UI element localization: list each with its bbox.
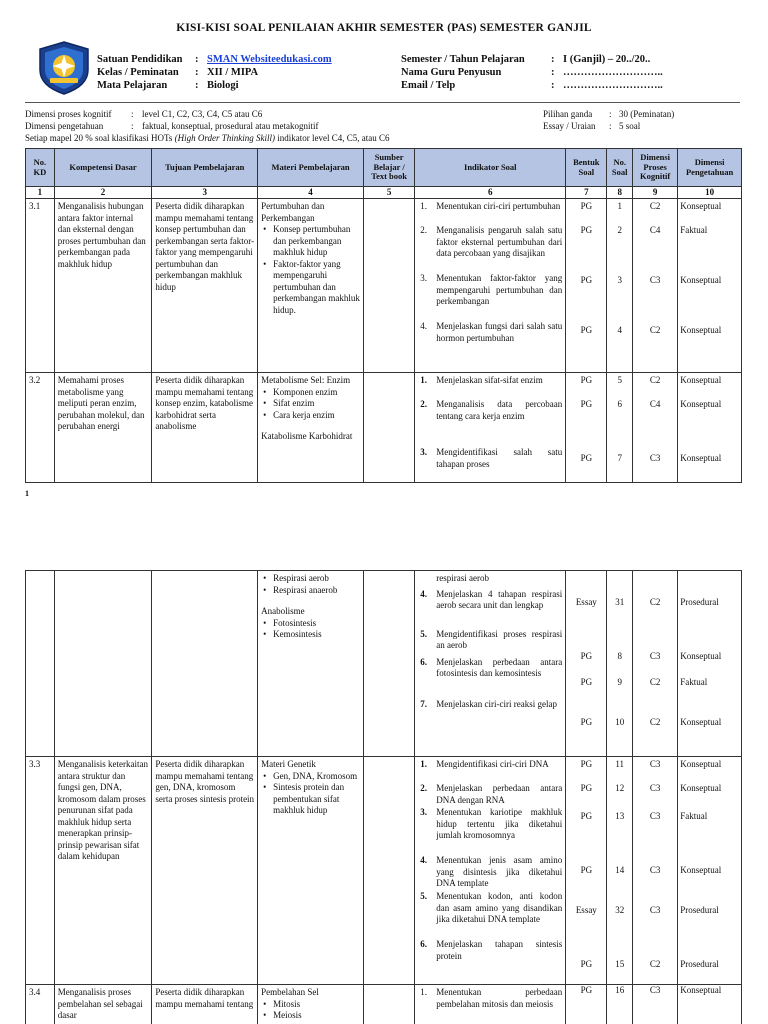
list-item: 3. Menentukan faktor-faktor yang mempengaruhi pertumbuhan dan perkembangan	[420, 273, 563, 307]
col-header-pengetahuan: Dimensi Pengetahuan	[678, 149, 742, 187]
list-item: 4. Menentukan jenis asam amino yang disintesis jika diketahui DNA template	[420, 855, 563, 889]
list-item: • Konsep pertumbuhan dan perkembangan makhluk hidup	[261, 224, 360, 259]
list-item: • Sintesis protein dan pembentukan sifat makhluk hidup	[261, 782, 360, 817]
list-item: 7. Menjelaskan ciri-ciri reaksi gelap	[420, 698, 557, 709]
list-item: 2. Menganalisis data percobaan tentang cara kerja enzim	[420, 399, 563, 421]
table-row-kd-3-3: 3.3 Menganalisis keterkaitan antara struktur dan fungsi gen, DNA, kromosom dalam proses penurunan sifat pada makhluk hidup serta menerapkan prinsip-prinsip pewarisan sifat dalam kehidupan Peserta didik diharapkan mampu memahami tentang gen, DNA, kromosom serta proses sintesis protein Materi Genetik • Gen, DNA, Kromosom • Sintesis protein dan pembentukan sifat makhluk hidup 1. Mengidentifikasi ciri-ciri DNA 2. Menjelaskan perbedaan antara DNA dengan RNA 3. Menentukan kariotipe makhluk hidup tertentu jika diketahui jumlah kromosomnya 4. Menentukan jenis asam amino yang disintesis jika diketahui DNA template 5. Menentukan kodon, anti kodon dan asam amino yang disandikan jika diketahui DNA template 6. Menjelaskan tahapan sintesis protein PG PG PG PG Essay PG 11 12 13 14 32 15 C3 C3 C3 C3 C3 C2 Konseptual Konseptual Faktual Konseptual Prosedural Prosedural	[26, 757, 742, 985]
list-item: 1. Menentukan perbedaan pembelahan mitosis dan meiosis	[420, 987, 563, 1009]
meta-hots: Setiap mapel 20 % soal klasifikasi HOTs (High Order Thinking Skill) indikator level C4, C5, atau C6	[25, 133, 390, 143]
kisi-kisi-table-page-2	[25, 570, 742, 1024]
table-row-kd-3-4: 3.4 Menganalisis proses pembelahan sel sebagai dasar Peserta didik diharapkan mampu memahami tentang Pembelahan Sel • Mitosis • Meiosis 1. Menentukan perbedaan pembelahan mitosis dan meiosis PG 16 C3 Konseptual	[26, 985, 742, 1024]
list-item: 2. Menganalisis pengaruh salah satu faktor eksternal pertumbuhan dari data percobaan yang disajikan	[420, 225, 563, 259]
school-link[interactable]: SMAN Websiteedukasi.com	[207, 54, 332, 65]
list-item: • Meiosis	[261, 1010, 360, 1022]
col-header-indikator: Indikator Soal	[415, 149, 566, 187]
table-row-kd-3-2: 3.2 Memahami proses metabolisme yang meliputi peran enzim, perubahan molekul, dan perubahan energi Peserta didik diharapkan mampu memahami tentang konsep enzim, katabolisme karbohidrat serta anabolisme Metabolisme Sel: Enzim • Komponen enzim • Sifat enzim • Cara kerja enzim Katabolisme Karbohidrat 1. Menjelaskan sifat-sifat enzim 2. Menganalisis data percobaan tentang cara kerja enzim 3. Mengidentifikasi salah satu tahapan proses PG PG PG 5 6 7 C2 C4 C3 Konseptual Konseptual Konseptual	[26, 373, 742, 483]
list-item: 3. Menentukan kariotipe makhluk hidup tertentu jika diketahui jumlah kromosomnya	[420, 807, 563, 841]
list-item: • Kemosintesis	[261, 629, 360, 641]
column-number-row: 1 2 3 4 5 6 7 8 9 10	[26, 187, 742, 199]
col-header-no-kd: No. KD	[26, 149, 55, 187]
list-item: • Sifat enzim	[261, 398, 360, 410]
meta-pengetahuan: Dimensi pengetahuan : faktual, konseptual, prosedural atau metakognitif	[25, 121, 319, 131]
list-item: • Mitosis	[261, 999, 360, 1011]
col-header-sumber: Sumber Belajar / Text book	[363, 149, 414, 187]
list-item: 2. Menjelaskan perbedaan antara DNA dengan RNA	[420, 783, 563, 805]
kisi-kisi-table-page-1	[25, 148, 742, 483]
meta-essay: Essay / Uraian : 5 soal	[543, 121, 641, 131]
list-item: 1. Menentukan ciri-ciri pertumbuhan	[420, 201, 561, 211]
col-header-kd: Kompetensi Dasar	[54, 149, 152, 187]
list-item: 5. Menentukan kodon, anti kodon dan asam amino yang disandikan jika diketahui DNA template	[420, 891, 563, 925]
list-item: • Respirasi aerob	[261, 573, 360, 585]
list-item: • Gen, DNA, Kromosom	[261, 771, 360, 783]
list-item: 6. Menjelaskan tahapan sintesis protein	[420, 939, 563, 961]
list-item: 4. Menjelaskan fungsi dari salah satu hormon pertumbuhan	[420, 321, 563, 343]
list-item: 6. Menjelaskan perbedaan antara fotosintesis dan kemosintesis	[420, 656, 563, 679]
col-header-materi: Materi Pembelajaran	[258, 149, 364, 187]
meta-pilihan-ganda: Pilihan ganda : 30 (Peminatan)	[543, 109, 675, 119]
table-header-row	[26, 149, 742, 187]
list-item: • Faktor-faktor yang mempengaruhi pertumbuhan dan perkembangan makhluk hidup.	[261, 259, 360, 317]
meta-kognitif: Dimensi proses kognitif : level C1, C2, C3, C4, C5 atau C6	[25, 109, 263, 119]
col-header-tujuan: Tujuan Pembelajaran	[152, 149, 258, 187]
list-item: 3. Mengidentifikasi salah satu tahapan proses	[420, 447, 563, 469]
list-item: 1. Menjelaskan sifat-sifat enzim	[420, 375, 543, 385]
document-title: KISI-KISI SOAL PENILAIAN AKHIR SEMESTER (PAS) SEMESTER GANJIL	[176, 22, 592, 34]
school-emblem-logo	[36, 40, 92, 96]
table-row-kd-3-1: 3.1 Menganalisis hubungan antara faktor internal dan eksternal dengan proses pertumbuhan dan perkembangan pada makhluk hidup Peserta didik diharapkan mampu memahami tentang konsep pertumbuhan dan perkembangan serta faktor-faktor yang mempengaruhi pertumbuhan dan perkembangan makhluk hidup Pertumbuhan dan Perkembangan • Konsep pertumbuhan dan perkembangan makhluk hidup • Faktor-faktor yang mempengaruhi pertumbuhan dan perkembangan makhluk hidup. 1. Menentukan ciri-ciri pertumbuhan 2. Menganalisis pengaruh salah satu faktor eksternal pertumbuhan dari data percobaan yang disajikan 3. Menentukan faktor-faktor yang mempengaruhi pertumbuhan dan perkembangan 4. Menjelaskan fungsi dari salah satu hormon pertumbuhan PG PG PG PG 1 2 3 4 C2 C4 C3 C2 Konseptual Faktual Konseptual Konseptual	[26, 199, 742, 373]
list-item: 1. Mengidentifikasi ciri-ciri DNA	[420, 759, 549, 769]
table-row-kd-3-2-continued: • Respirasi aerob • Respirasi anaerob Anabolisme • Fotosintesis • Kemosintesis respirasi aerob 4. Menjelaskan 4 tahapan respirasi aerob secara unit dan lengkap 5. Mengidentifikasi proses respirasi an aerob 6. Menjelaskan perbedaan antara fotosintesis dan kemosintesis 7. Menjelaskan ciri-ciri reaksi gelap Essay PG PG PG 31 8 9 10 C2 C3 C2 C2 Prosedural Konseptual Faktual Konseptual	[26, 571, 742, 757]
page-number: 1	[25, 489, 29, 498]
list-item: 4. Menjelaskan 4 tahapan respirasi aerob secara unit dan lengkap	[420, 588, 563, 611]
list-item: • Komponen enzim	[261, 387, 360, 399]
list-item: 5. Mengidentifikasi proses respirasi an aerob	[420, 628, 563, 651]
list-item: • Respirasi anaerob	[261, 585, 360, 597]
header-divider	[25, 102, 740, 103]
col-header-no-soal: No. Soal	[607, 149, 633, 187]
col-header-bentuk: Bentuk Soal	[566, 149, 607, 187]
list-item: • Fotosintesis	[261, 618, 360, 630]
list-item: • Cara kerja enzim	[261, 410, 360, 422]
col-header-proses: Dimensi Proses Kognitif	[633, 149, 678, 187]
